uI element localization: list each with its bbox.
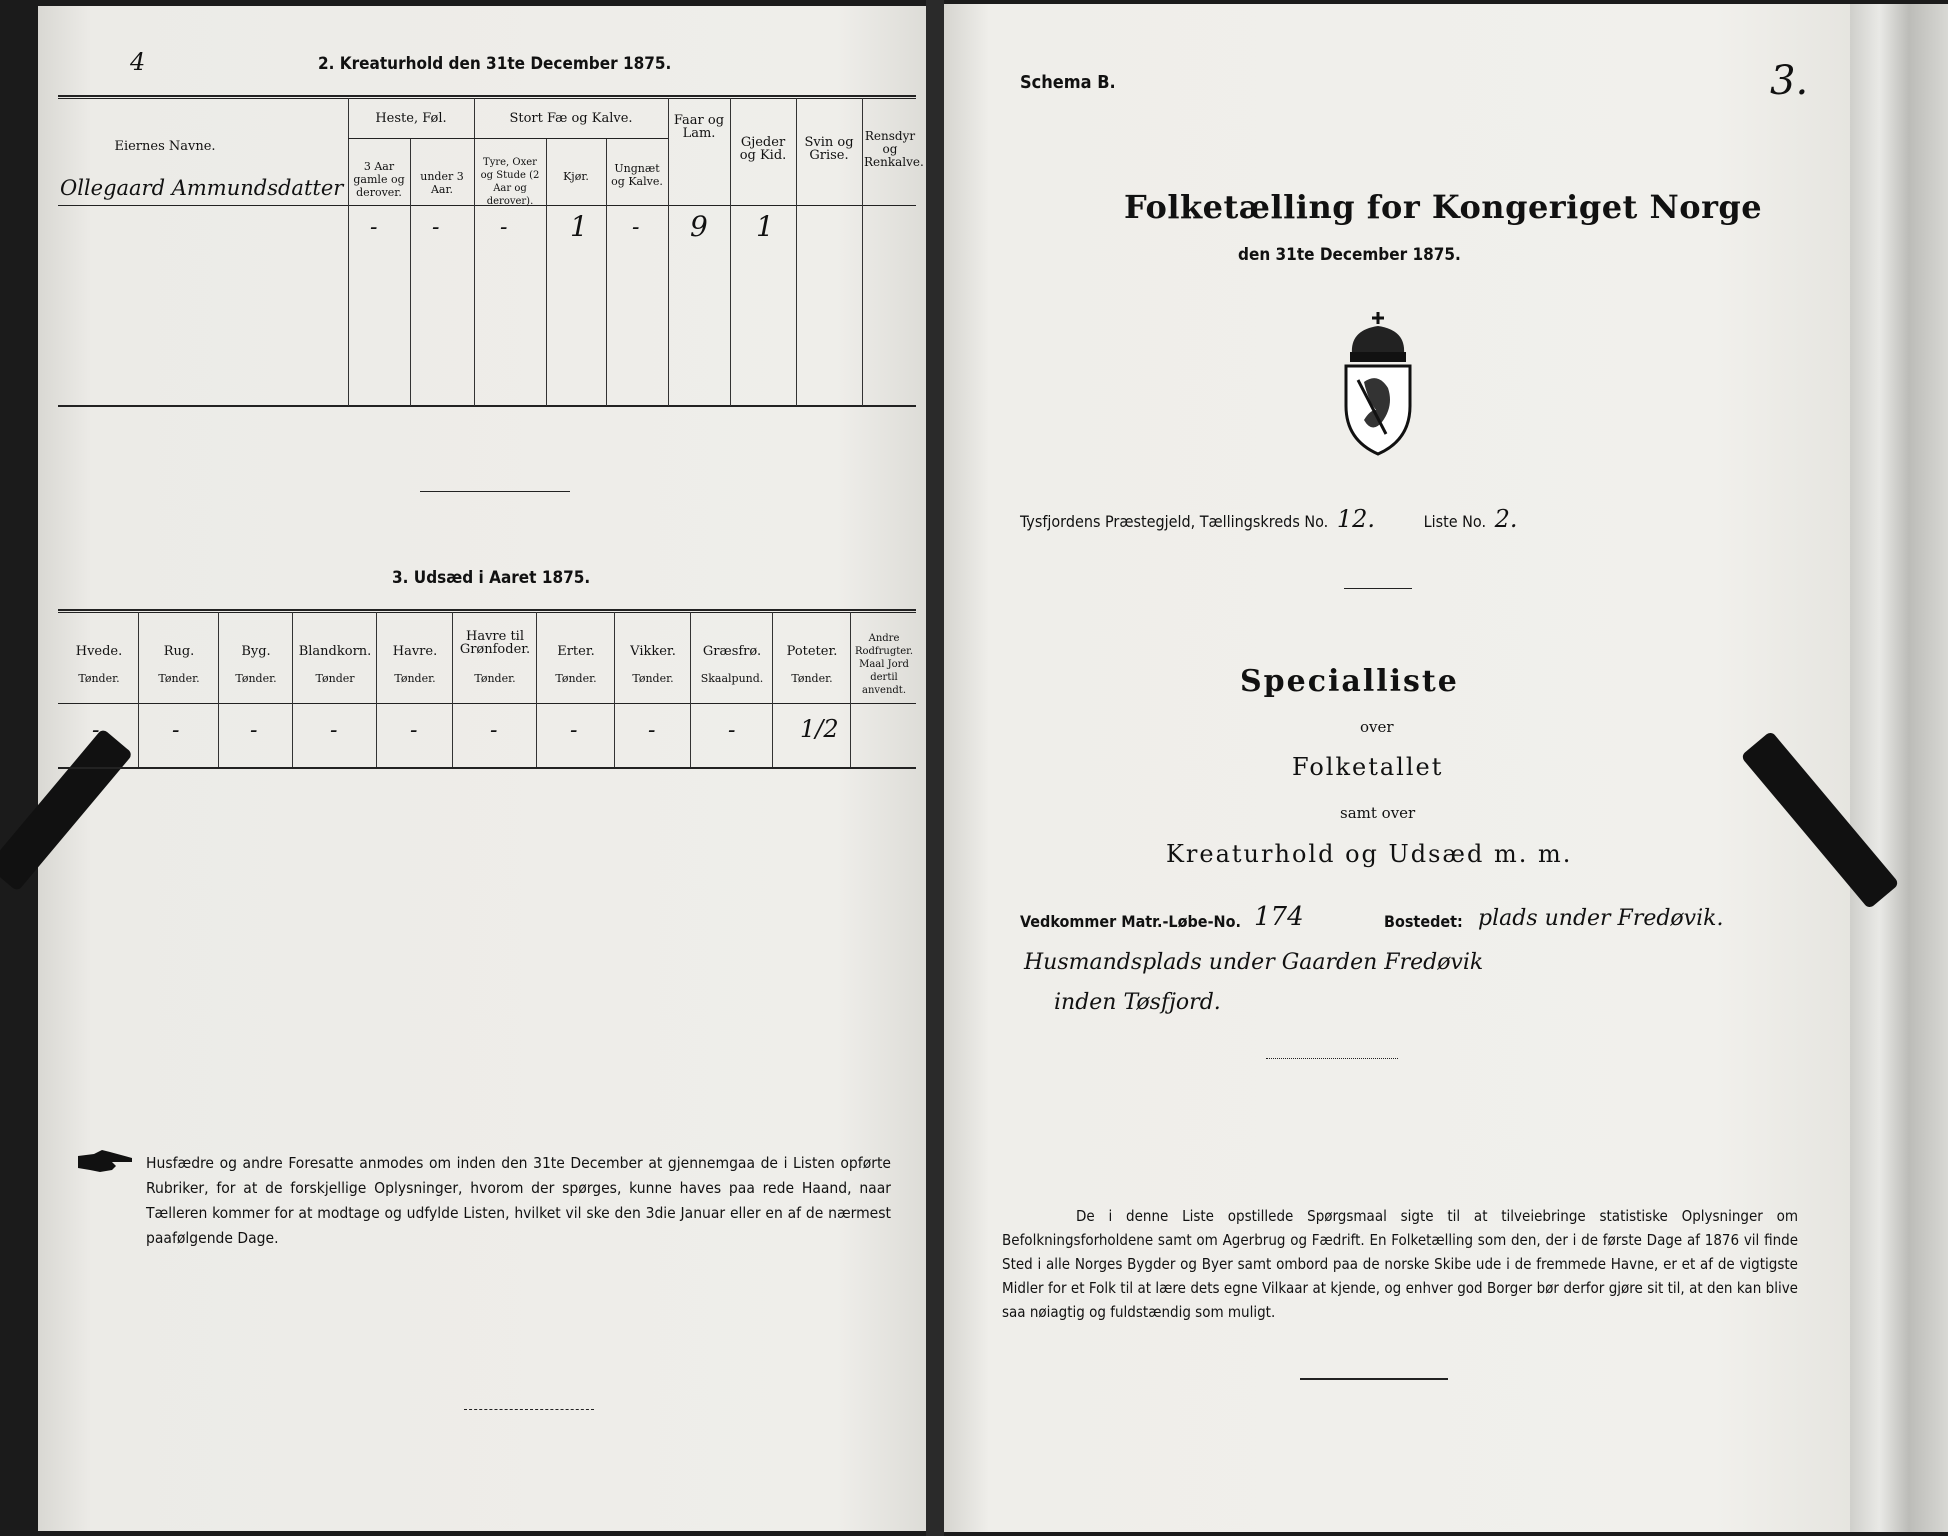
col-line	[536, 612, 537, 767]
seed-value: -	[250, 718, 258, 743]
bottom-rule	[1300, 1378, 1448, 1380]
separator-rule	[1266, 1058, 1398, 1059]
bosted-label: Bostedet:	[1384, 912, 1463, 931]
seed-value: -	[490, 718, 498, 743]
col-line	[796, 98, 797, 406]
seed-value: -	[410, 718, 418, 743]
value-cell: 9	[690, 210, 708, 243]
kreaturhold-text: Kreaturhold og Udsæd m. m.	[1166, 840, 1573, 868]
table2-top-rule2	[58, 98, 916, 99]
col-line	[292, 612, 293, 767]
notice-text: Husfædre og andre Foresatte anmodes om inden den 31te December at gjennemgaa de i Listen opførte Rubriker, for at de forskjellige Oplysninger, hvorom der spørges, kunne haves paa rede Haand, naar Tælleren kommer for at modtage og udfylde Listen, hvilket vil ske den 3die Januar eller en af de nærmest paafølgende Dage.	[146, 1154, 891, 1247]
col-line	[474, 98, 475, 406]
page-title: Folketælling for Kongeriget Norge	[1124, 188, 1763, 226]
table2-bottom-rule	[58, 405, 916, 407]
unit-label: Tønder.	[78, 672, 120, 685]
section2-title: 2. Kreaturhold den 31te December 1875.	[318, 54, 672, 74]
col-line	[452, 612, 453, 767]
over-text-1: over	[1360, 718, 1394, 736]
table3-top-rule	[58, 609, 916, 611]
page-edge-stack	[1850, 4, 1948, 1532]
col-line	[614, 612, 615, 767]
col-header: Hvede.	[75, 644, 123, 659]
col-header: Tyre, Oxer og Stude (2 Aar og derover).	[480, 157, 540, 207]
unit-label: Tønder.	[791, 672, 833, 685]
col-line	[410, 138, 411, 406]
col-line	[376, 612, 377, 767]
col-header: Rug.	[163, 644, 195, 659]
section3-title: 3. Udsæd i Aaret 1875.	[392, 568, 591, 588]
district-prefix: Tysfjordens Præstegjeld, Tællingskreds No.	[1020, 512, 1329, 531]
special-title: Specialliste	[1240, 664, 1459, 699]
col-header: under 3 Aar.	[420, 170, 464, 196]
page-mark: 4	[130, 48, 146, 76]
separator-rule	[420, 491, 570, 492]
table3-header-rule	[58, 703, 916, 704]
col-header: Andre Rodfrugter. Maal Jord dertil anvendt.	[854, 633, 914, 696]
col-header: Blandkorn.	[298, 644, 372, 659]
col-header: Faar og Lam.	[673, 113, 725, 141]
coat-of-arms-icon	[1342, 310, 1414, 460]
unit-label: Tønder.	[474, 672, 516, 685]
col-header: Vikker.	[630, 644, 676, 659]
body-text: De i denne Liste opstillede Spørgsmaal sigte til at tilveiebringe statistiske Oplysninger om Befolkningsforholdene samt om Agerbrug og Fædrift. En Folketælling som den, der i de første Dage af 1876 vil finde Sted i alle Norges Bygder og Byer samt ombord paa de norske Skibe ude i de fremmede Havne, er et af de vigtigste Midler for et Folk til at lære dets egne Vilkaar at kjende, og enhver god Borger bør derfor gjøre sit til, at den kan blive saa nøiagtig og fuldstændig som muligt.	[1002, 1207, 1798, 1321]
value-cell: -	[632, 215, 640, 240]
col-line	[730, 98, 731, 406]
value-cell: -	[500, 215, 508, 240]
group-header-rule	[348, 138, 668, 139]
seed-value: -	[92, 718, 100, 743]
col-line	[218, 612, 219, 767]
col-header: Græsfrø.	[702, 644, 762, 659]
col-header: Byg.	[241, 644, 271, 659]
col-header: Gjeder og Kid.	[739, 135, 787, 163]
col-header: 3 Aar gamle og derover.	[353, 160, 405, 199]
col-header: Ungnæt og Kalve.	[611, 162, 663, 188]
district-number: 12.	[1336, 505, 1375, 533]
seed-value: -	[728, 718, 736, 743]
col-header: Kjør.	[563, 170, 589, 183]
group-header-horses: Heste, Føl.	[375, 111, 447, 126]
table2-top-rule	[58, 95, 916, 97]
unit-label: Tønder.	[394, 672, 436, 685]
schema-label: Schema B.	[1020, 72, 1116, 93]
samt-over-text: samt over	[1340, 804, 1416, 822]
list-number: 2.	[1494, 505, 1518, 533]
unit-label: Tønder	[315, 672, 355, 685]
unit-label: Skaalpund.	[700, 672, 764, 685]
owner-name: Ollegaard Ammundsdatter	[60, 176, 344, 200]
page-subtitle: den 31te December 1875.	[1238, 245, 1461, 265]
seed-value: -	[570, 718, 578, 743]
col-header: Havre.	[392, 644, 438, 659]
col-line	[138, 612, 139, 767]
separator-rule	[1344, 588, 1412, 589]
col-header: Svin og Grise.	[804, 135, 854, 163]
value-cell: 1	[570, 210, 588, 243]
value-cell: 1	[756, 210, 774, 243]
col-header: Poteter.	[786, 644, 838, 659]
unit-label: Tønder.	[555, 672, 597, 685]
table3-bottom-rule	[58, 767, 916, 769]
col-line	[772, 612, 773, 767]
owner-header: Eiernes Navne.	[114, 139, 216, 154]
unit-label: Tønder.	[235, 672, 277, 685]
folketallet-text: Folketallet	[1292, 753, 1444, 781]
col-header: Rensdyr og Renkalve.	[864, 129, 924, 169]
pointing-hand-icon	[76, 1148, 136, 1180]
col-line	[348, 98, 349, 406]
bosted-value: plads under Fredøvik.	[1478, 906, 1724, 931]
district-line	[1020, 505, 1518, 533]
col-header: Havre til Grønfoder.	[459, 629, 531, 657]
seed-value: -	[330, 718, 338, 743]
table3-top-rule2	[58, 612, 916, 613]
page-number: 3.	[1770, 58, 1809, 104]
col-line	[850, 612, 851, 767]
seed-value: 1/2	[800, 715, 839, 743]
matr-label: Vedkommer Matr.-Løbe-No.	[1020, 912, 1241, 931]
unit-label: Tønder.	[158, 672, 200, 685]
group-header-cattle: Stort Fæ og Kalve.	[509, 111, 633, 126]
unit-label: Tønder.	[632, 672, 674, 685]
col-line	[668, 98, 669, 406]
value-cell: -	[370, 215, 378, 240]
col-line	[606, 138, 607, 406]
col-header: Erter.	[557, 644, 595, 659]
list-prefix: Liste No.	[1423, 512, 1487, 531]
col-line	[690, 612, 691, 767]
seed-value: -	[172, 718, 180, 743]
col-line	[546, 138, 547, 406]
bottom-rule	[464, 1409, 594, 1410]
handwritten-line-2: inden Tøsfjord.	[1054, 990, 1221, 1015]
book-gutter	[926, 0, 944, 1536]
col-line	[862, 98, 863, 406]
value-cell: -	[432, 215, 440, 240]
matr-number: 174	[1254, 902, 1304, 932]
handwritten-line-1: Husmandsplads under Gaarden Fredøvik	[1024, 950, 1484, 975]
seed-value: -	[648, 718, 656, 743]
